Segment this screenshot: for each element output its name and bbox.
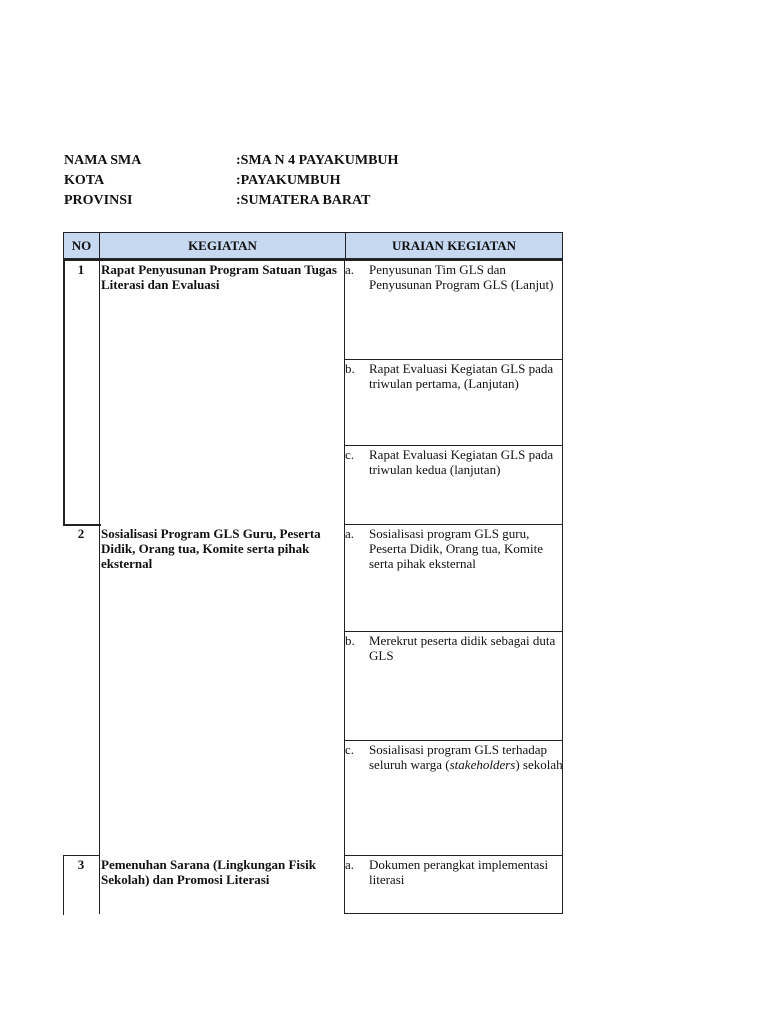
item-text: Dokumen perangkat implementasi literasi	[369, 857, 549, 887]
info-label: KOTA	[64, 173, 105, 188]
item-text: Sosialisasi program GLS guru, Peserta Didik, Orang tua, Komite serta pihak eksternal	[369, 526, 544, 571]
info-label: PROVINSI	[64, 193, 133, 208]
item-text-part: Sosialisasi program GLS terhadap seluruh warga (	[369, 742, 547, 772]
uraian-item	[345, 361, 563, 391]
item-letter: b.	[345, 361, 355, 376]
item-text: Rapat Evaluasi Kegiatan GLS pada triwulan pertama, (Lanjutan)	[369, 361, 554, 391]
kegiatan-cell: Sosialisasi Program GLS Guru, Peserta Didik, Orang tua, Komite serta pihak eksternal	[101, 526, 321, 571]
row-number: 2	[77, 526, 85, 541]
uraian-item	[345, 742, 563, 772]
kegiatan-cell: Rapat Penyusunan Program Satuan Tugas Literasi dan Evaluasi	[101, 262, 337, 292]
item-text: Rapat Evaluasi Kegiatan GLS pada triwulan kedua (lanjutan)	[369, 447, 554, 477]
item-text-part: ) sekolah	[515, 757, 563, 772]
info-value: :PAYAKUMBUH	[236, 173, 341, 188]
table-border	[63, 259, 563, 261]
uraian-item	[345, 262, 563, 292]
info-label: NAMA SMA	[64, 153, 142, 168]
info-row-nama-sma	[64, 151, 398, 171]
column-header-uraian: URAIAN KEGIATAN	[345, 232, 563, 259]
row-number: 1	[77, 262, 85, 277]
uraian-item	[345, 447, 563, 477]
item-letter: b.	[345, 633, 355, 648]
item-letter: a.	[345, 857, 355, 872]
table-border	[344, 259, 345, 914]
table-border	[562, 259, 563, 914]
item-letter: c.	[345, 742, 355, 757]
table-border	[63, 855, 100, 856]
table-border	[344, 740, 563, 741]
uraian-item	[345, 857, 563, 887]
info-row-provinsi	[64, 191, 398, 211]
table-border	[344, 359, 563, 360]
info-row-kota	[64, 171, 398, 191]
item-text: Penyusunan Tim GLS dan Penyusunan Program GLS (Lanjut)	[369, 262, 554, 292]
table-border	[344, 445, 563, 446]
table-border	[63, 259, 65, 524]
uraian-item	[345, 526, 563, 571]
info-value: :SUMATERA BARAT	[236, 193, 371, 208]
table-border	[344, 913, 563, 914]
info-value: :SMA N 4 PAYAKUMBUH	[236, 153, 399, 168]
item-text: Merekrut peserta didik sebagai duta GLS	[369, 633, 556, 663]
table-border	[99, 259, 100, 914]
school-info	[64, 151, 398, 211]
item-text	[369, 742, 563, 772]
item-letter: c.	[345, 447, 355, 462]
table-border	[344, 631, 563, 632]
column-header-kegiatan: KEGIATAN	[99, 232, 346, 259]
table-border	[344, 855, 563, 856]
row-number: 3	[77, 857, 85, 872]
item-text-emphasis: stakeholders	[449, 757, 516, 772]
item-letter: a.	[345, 262, 355, 277]
kegiatan-cell: Pemenuhan Sarana (Lingkungan Fisik Sekolah) dan Promosi Literasi	[101, 857, 316, 887]
column-header-no: NO	[63, 232, 100, 259]
uraian-item	[345, 633, 563, 663]
item-letter: a.	[345, 526, 355, 541]
table-border	[344, 524, 563, 525]
